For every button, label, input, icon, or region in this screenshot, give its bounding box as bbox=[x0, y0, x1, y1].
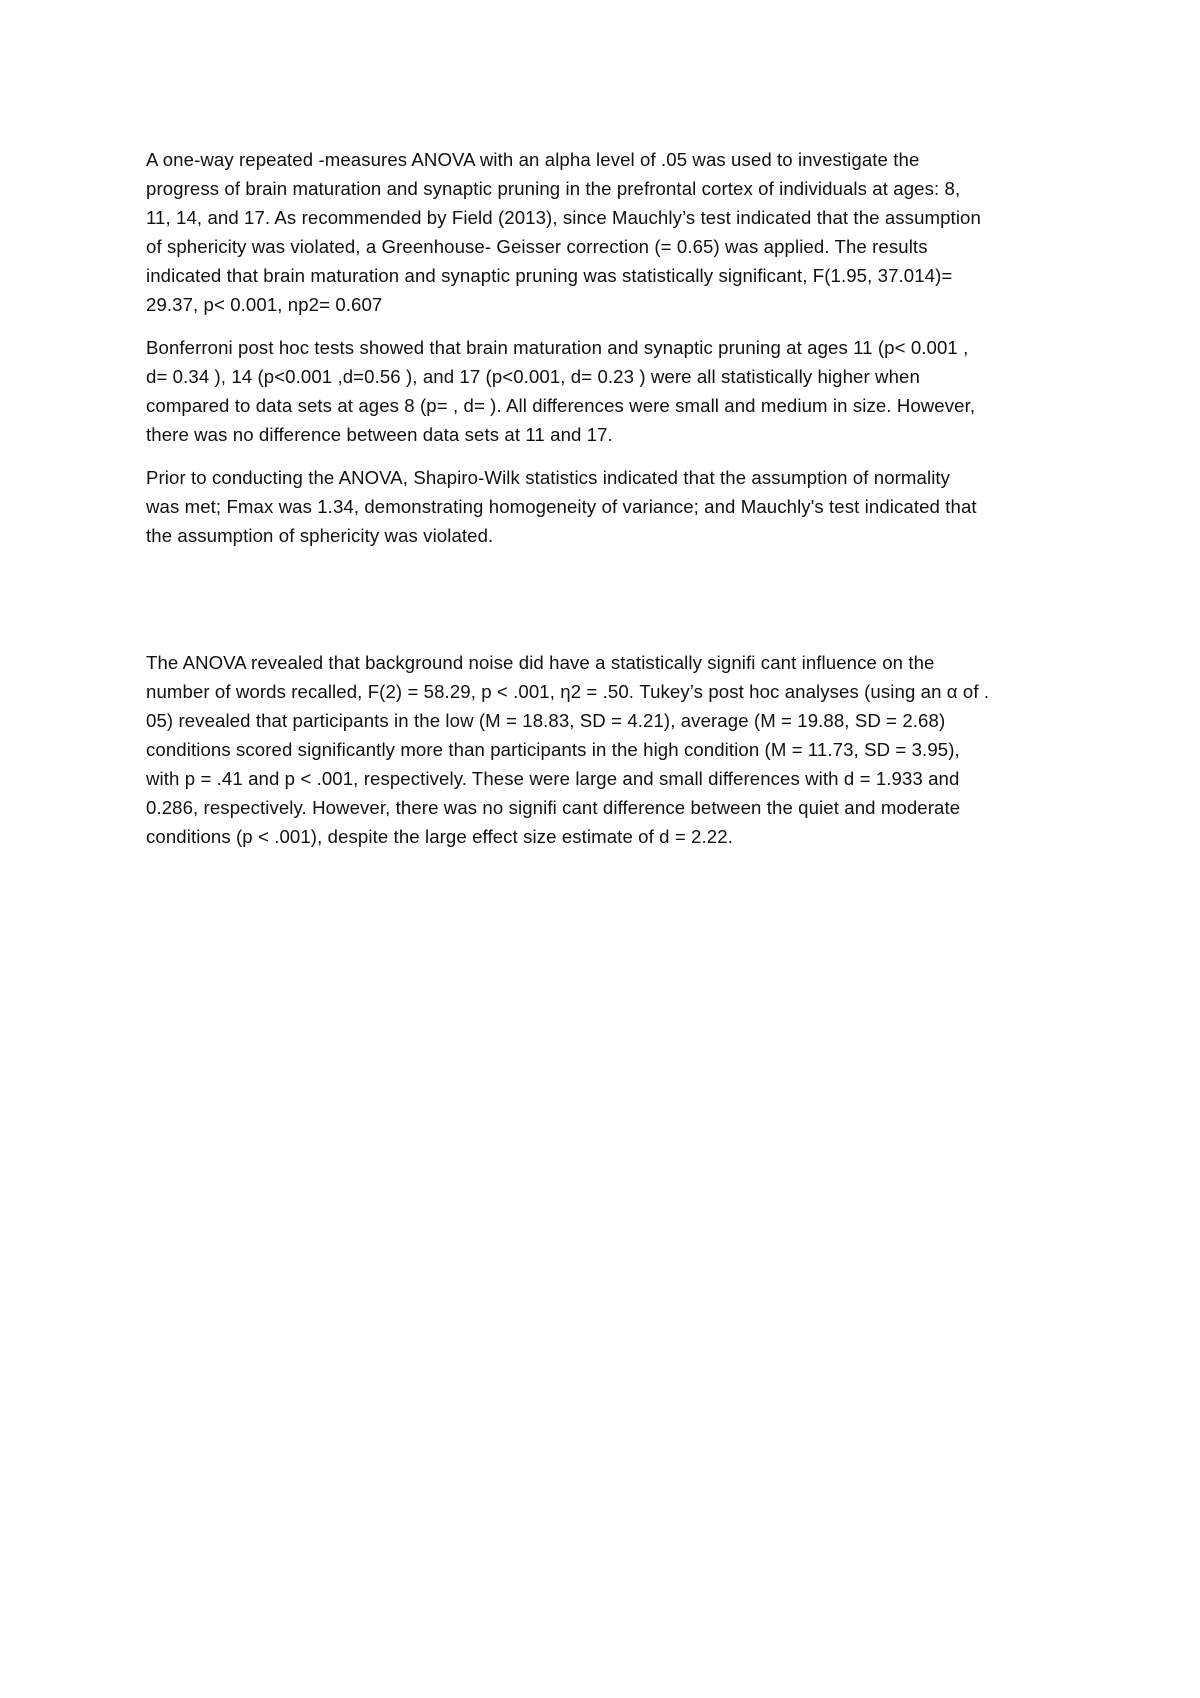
paragraph-assumptions: Prior to conducting the ANOVA, Shapiro-Wilk statistics indicated that the assumption of normality was met; Fmax was 1.34, demonstrating homogeneity of variance; and Mauchly's test indicated that the assumption of sphericity was violated. bbox=[146, 467, 977, 546]
paragraph-background-noise-anova: The ANOVA revealed that background noise did have a statistically signifi cant influence on the number of words recalled, F(2) = 58.29, p < .001, η2 = .50. Tukey’s post hoc analyses (using an α of . 05) revealed that participants in the low (M = 18.83, SD = 4.21), average (M = 19.88, SD = 2.68) conditions scored significantly more than participants in the high condition (M = 11.73, SD = 3.95), with p = .41 and p < .001, respectively. These were large and small differences with d = 1.933 and 0.286, respectively. However, there was no signifi cant difference between the quiet and moderate conditions (p < .001), despite the large effect size estimate of d = 2.22. bbox=[146, 652, 990, 847]
paragraph-anova-brain-maturation: A one-way repeated -measures ANOVA with an alpha level of .05 was used to investigate the progress of brain maturation and synaptic pruning in the prefrontal cortex of individuals at ages: 8, 11, 14, and 17. As recommended by Field (2013), since Mauchly’s test indicated that the assumption of sphericity was violated, a Greenhouse- Geisser correction (= 0.65) was applied. The results indicated that brain maturation and synaptic pruning was statistically significant, F(1.95, 37.014)= 29.37, p< 0.001, np2= 0.607 bbox=[146, 149, 981, 315]
document-body bbox=[146, 145, 1066, 851]
paragraph-bonferroni-posthoc: Bonferroni post hoc tests showed that brain maturation and synaptic pruning at ages 11 (p< 0.001 , d= 0.34 ), 14 (p<0.001 ,d=0.56 ), and 17 (p<0.001, d= 0.23 ) were all statistically higher when compared to data sets at ages 8 (p= , d= ). All differences were small and medium in size. However, there was no difference between data sets at 11 and 17. bbox=[146, 337, 976, 445]
blank-space bbox=[146, 550, 1066, 648]
